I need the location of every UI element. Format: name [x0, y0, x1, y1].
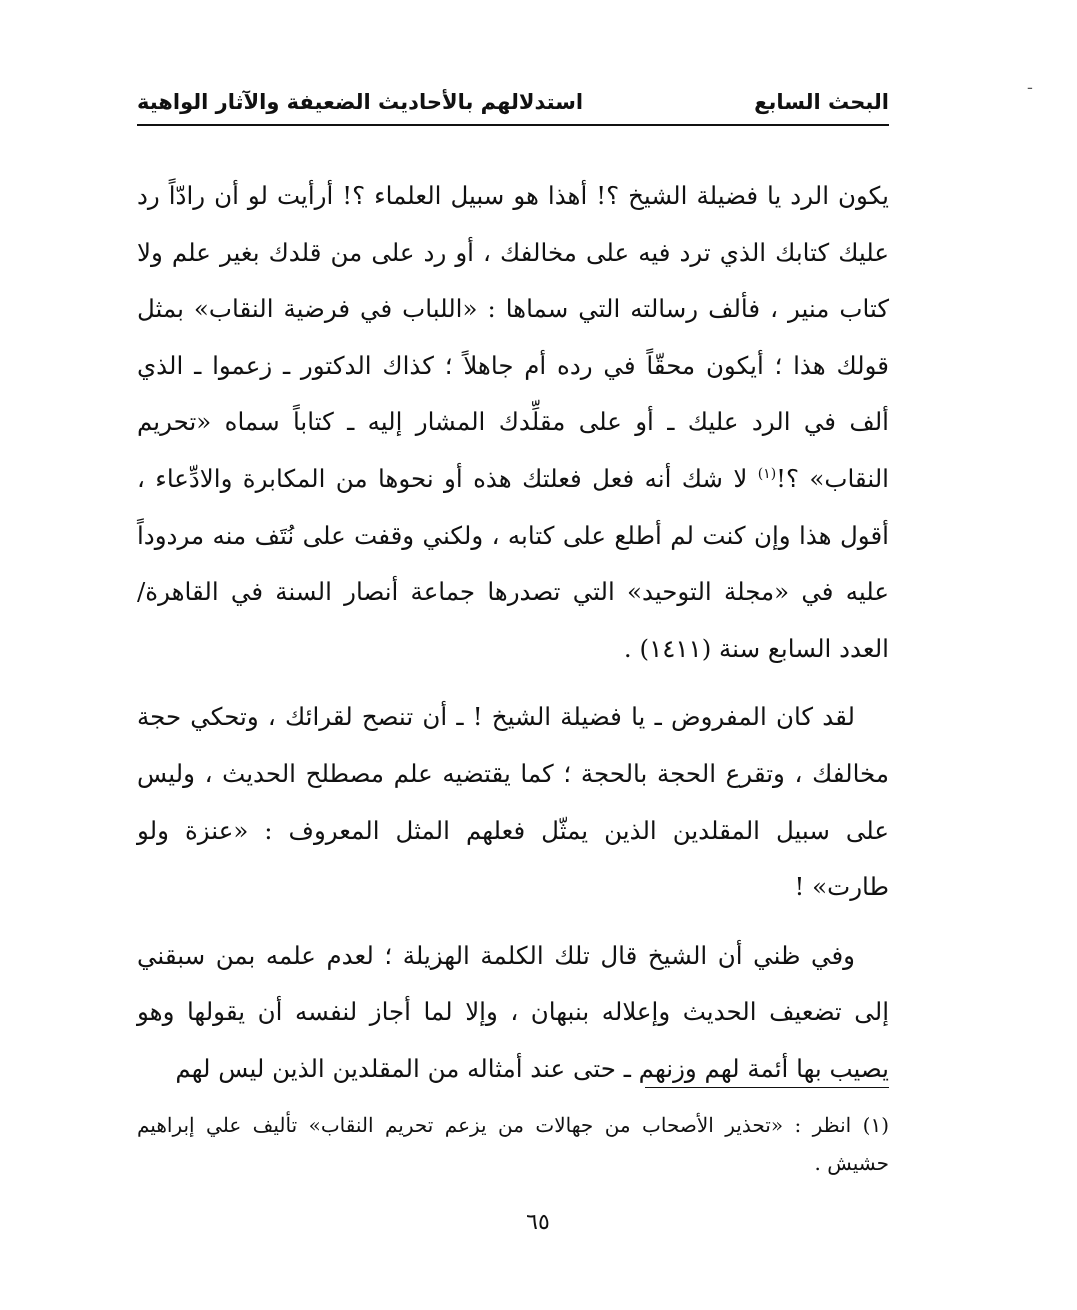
chapter-title: البحث السابع: [754, 90, 889, 114]
paragraph-1-text: يكون الرد يا فضيلة الشيخ ؟! أهذا هو سبيل العلماء ؟! أرأيت لو أن رادّاً رد عليك كتابك الذي ترد فيه على مخالفك ، أو رد على من قلدك بغير علم ولا كتاب منير ، فألف رسالته التي سماها : «اللباب في فرضية النقاب» بمثل قولك هذا ؛ أيكون محقّاً في رده أم جاهلاً ؛ كذاك الدكتور ـ زعموا ـ الذي ألف في الرد عليك ـ أو على مقلِّدك المشار إليه ـ كتاباً سماه «تحريم النقاب» ؟!: [137, 181, 889, 493]
paragraph-2: لقد كان المفروض ـ يا فضيلة الشيخ ! ـ أن تنصح لقرائك ، وتحكي حجة مخالفك ، وتقرع الحجة بالحجة ؛ كما يقتضيه علم مصطلح الحديث ، وليس على سبيل المقلدين الذين يمثّل فعلهم المثل المعروف : «عنزة ولو طارت» !: [137, 702, 889, 902]
paragraph-1-continuation: لا شك أنه فعل فعلتك هذه أو نحوها من المكابرة والادِّعاء ، أقول هذا وإن كنت لم أطلع على كتابه ، ولكني وقفت على نُتَف منه مردوداً عليه في «مجلة التوحيد» التي تصدرها جماعة أنصار السنة في القاهرة/العدد السابع سنة (١٤١١) .: [137, 463, 889, 663]
footnote: (١) انظر : «تحذير الأصحاب من جهالات من يزعم تحريم النقاب» تأليف علي إبراهيم حشيش .: [137, 1113, 889, 1175]
footnote-reference: (١): [757, 465, 777, 482]
paragraph-1: [137, 168, 889, 677]
section-title: استدلالهم بالأحاديث الضعيفة والآثار الواهية: [137, 90, 584, 114]
corner-mark: ـ: [1027, 77, 1032, 93]
page-number: ٦٥: [526, 1210, 550, 1235]
footnote-rule: [645, 1087, 889, 1088]
paragraph-3: وفي ظني أن الشيخ قال تلك الكلمة الهزيلة ؛ لعدم علمه بمن سبقني إلى تضعيف الحديث وإعلاله بنبهان ، وإلا لما أجاز لنفسه أن يقولها وهو يصيب بها أئمة لهم وزنهم ـ حتى عند أمثاله من المقلدين الذين ليس لهم: [137, 940, 889, 1083]
body-text: [137, 168, 889, 1098]
running-header: [137, 82, 889, 122]
header-rule: [137, 124, 889, 126]
